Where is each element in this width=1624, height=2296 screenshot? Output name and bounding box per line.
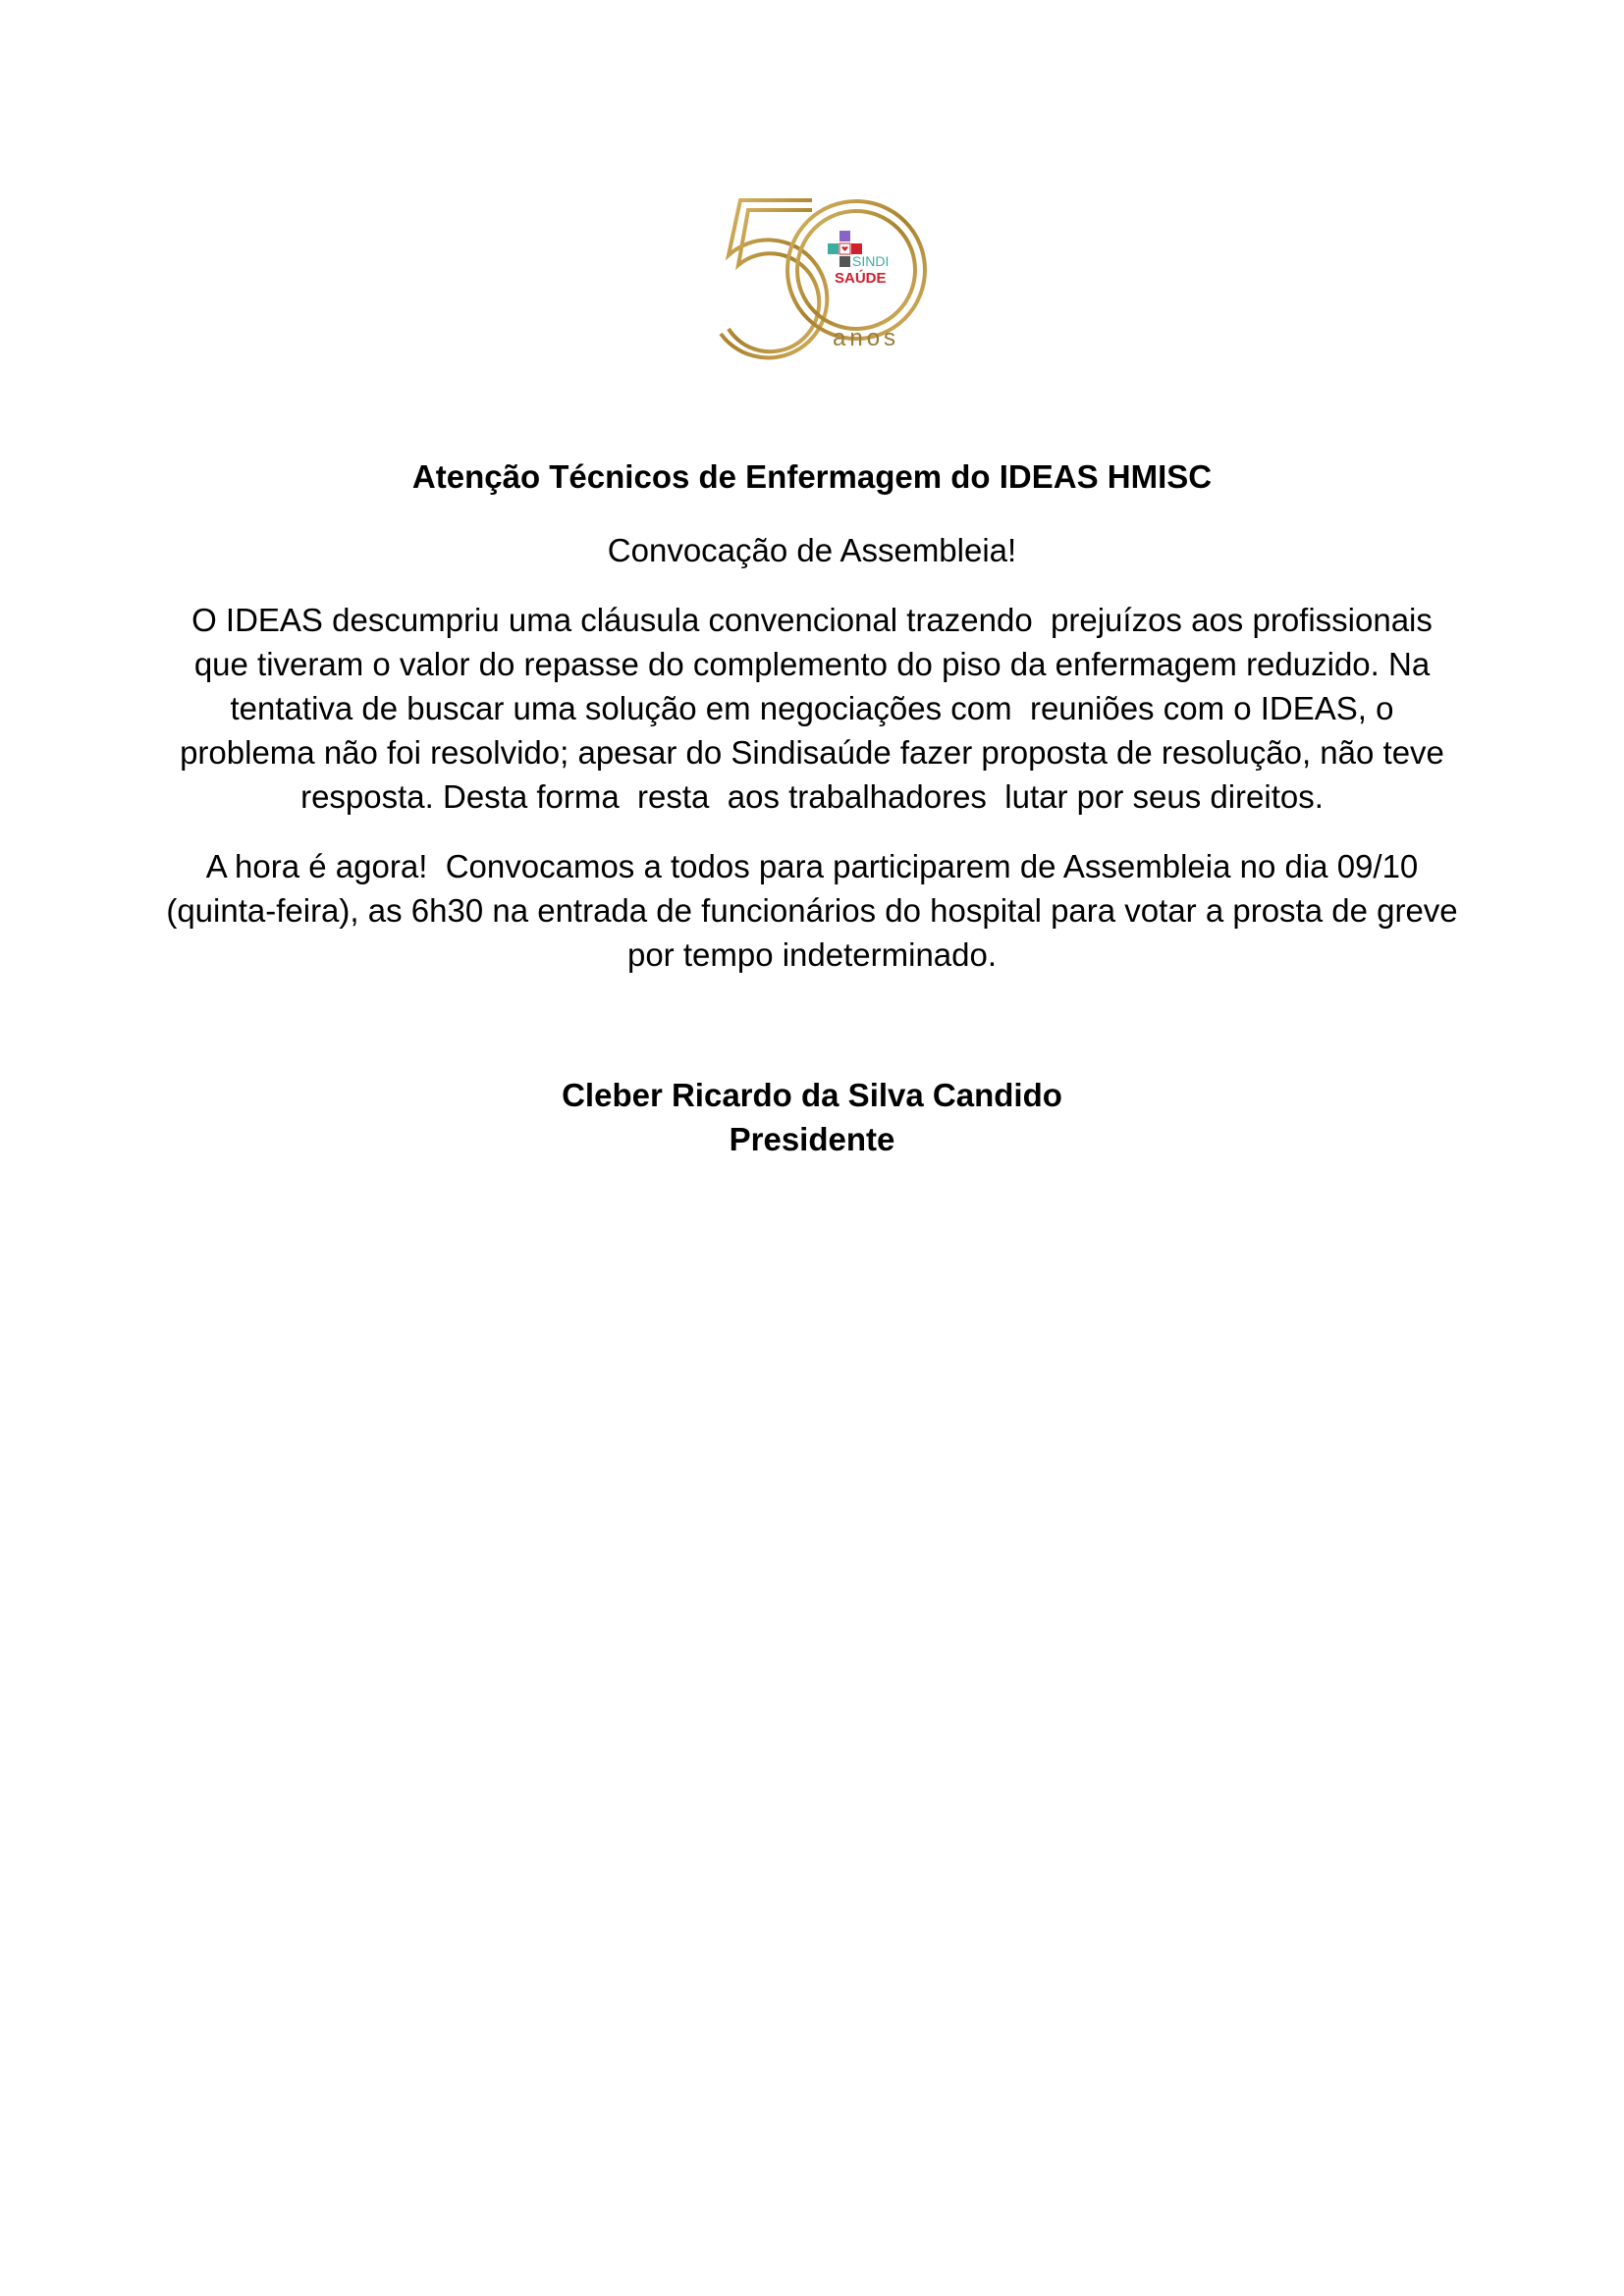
paragraph-line: que tiveram o valor do repasse do complemento do piso da enfermagem reduzido. Na	[193, 646, 1431, 682]
paragraph-line: A hora é agora! Convocamos a todos para participarem de Assembleia no dia 09/10	[205, 848, 1419, 884]
paragraph-line: por tempo indeterminado.	[626, 936, 998, 973]
signature-name: Cleber Ricardo da Silva Candido	[562, 1077, 1062, 1113]
paragraph-line: resposta. Desta forma resta aos trabalhadores lutar por seus direitos.	[300, 778, 1324, 815]
sindisaude-50-anos-logo	[699, 187, 935, 363]
document-subtitle: Convocação de Assembleia!	[607, 532, 1017, 568]
paragraph-line: (quinta-feira), as 6h30 na entrada de funcionários do hospital para votar a prosta de greve	[166, 892, 1458, 929]
paragraph-line: O IDEAS descumpriu uma cláusula convencional trazendo prejuízos aos profissionais	[191, 602, 1433, 638]
svg-text:SAÚDE: SAÚDE	[835, 270, 887, 287]
paragraph-line: problema não foi resolvido; apesar do Sindisaúde fazer proposta de resolução, não teve	[180, 734, 1444, 771]
paragraph-line: tentativa de buscar uma solução em negociações com reuniões com o IDEAS, o	[230, 690, 1394, 726]
svg-text:anos: anos	[833, 325, 900, 351]
document-title: Atenção Técnicos de Enfermagem do IDEAS HMISC	[411, 458, 1213, 495]
svg-text:SINDI: SINDI	[852, 253, 890, 269]
signature-role: Presidente	[729, 1121, 895, 1157]
